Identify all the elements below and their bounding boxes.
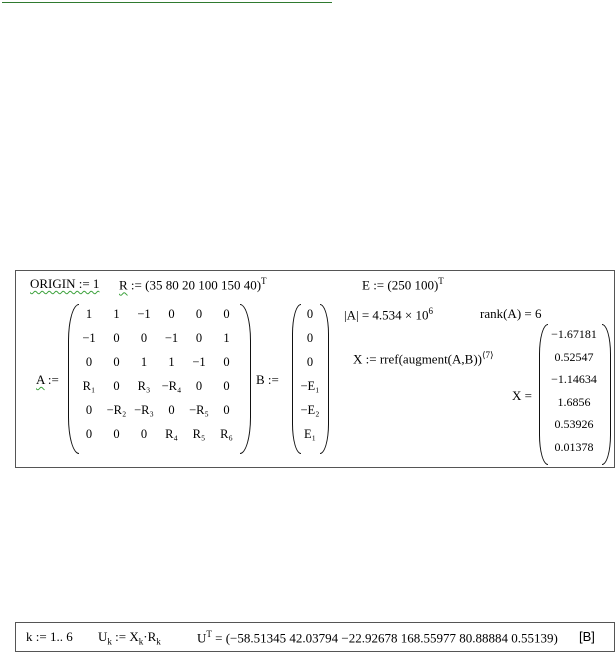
e-transpose: T — [438, 276, 444, 286]
matrix-a-label — [36, 372, 59, 388]
vector-x — [543, 327, 605, 461]
matrix-a-cell: 0 — [195, 379, 203, 393]
u-assign-x: := X — [115, 629, 139, 644]
matrix-a-cell: −R₅ — [189, 403, 209, 417]
r-transpose: T — [261, 276, 267, 286]
ut-symbol: U — [197, 630, 207, 646]
vector-b-cell: 0 — [306, 355, 314, 369]
matrix-a-cell: −R₂ — [106, 403, 127, 417]
matrix-a-cell: R₁ — [82, 379, 96, 393]
vector-x-label: X = — [512, 388, 532, 403]
vector-x-cell: 0.01378 — [554, 439, 594, 454]
matrix-a-cell: 0 — [168, 307, 175, 321]
vector-b-cell: −E₂ — [300, 403, 320, 417]
matrix-a-cell: R₆ — [220, 427, 233, 441]
x-column-index: ⟨7⟩ — [481, 350, 494, 360]
ut-values: = (−58.51345 42.03794 −22.92678 168.55977 80.88884 0.55139) — [215, 630, 558, 646]
determinant-exponent: 6 — [428, 306, 434, 316]
matrix-a-cell: 0 — [168, 403, 175, 417]
worksheet-panel — [15, 270, 615, 468]
vector-x-cell: 0.53926 — [554, 417, 594, 431]
matrix-a-cell: 1 — [168, 355, 175, 369]
matrix-a-cell: 1 — [223, 331, 230, 345]
determinant-text: |A| = 4.534 × 10 — [344, 307, 429, 323]
matrix-a-cell: 0 — [113, 355, 120, 369]
matrix-a-cell: R₄ — [165, 427, 178, 441]
r-label: R — [119, 277, 128, 293]
x-index: k — [138, 636, 144, 647]
vector-b-cell: −E₁ — [300, 379, 320, 393]
k-range: k := 1.. 6 — [26, 629, 73, 644]
vector-b — [293, 307, 327, 451]
vector-x-cell: 0.52547 — [554, 349, 594, 364]
vector-b-cell: E₁ — [304, 427, 316, 441]
u-index: k — [107, 636, 112, 647]
e-vector: E := (250 100) — [362, 277, 439, 293]
ut-transpose: T — [206, 629, 212, 639]
matrix-a-cell: 0 — [85, 355, 93, 369]
result-panel — [15, 622, 615, 652]
determinant — [344, 306, 433, 323]
equation-tag: [B] — [579, 629, 595, 644]
matrix-a-cell: 0 — [223, 403, 230, 417]
matrix-a-cell: 0 — [223, 379, 230, 393]
r-vector: := (35 80 20 100 150 40) — [130, 277, 262, 293]
u-definition — [98, 629, 161, 647]
matrix-a-cell: 0 — [195, 331, 203, 345]
matrix-a-cell: 0 — [113, 427, 120, 441]
matrix-a-cell: 1 — [113, 307, 120, 321]
matrix-a-cell: −1 — [164, 331, 179, 345]
r-index: k — [156, 636, 161, 647]
matrix-a-cell: 0 — [140, 331, 148, 345]
top-rule — [2, 2, 332, 3]
matrix-a-cell: −1 — [192, 355, 206, 369]
u-symbol: U — [98, 629, 108, 644]
matrix-a-cell: −1 — [137, 307, 151, 321]
vector-x-cell: −1.14634 — [551, 372, 597, 386]
origin-definition: ORIGIN := 1 — [30, 276, 100, 291]
x-definition — [353, 350, 494, 367]
x-definition-text: X := rref(augment(A,B)) — [353, 351, 482, 367]
vector-x-cell: 1.6856 — [557, 394, 591, 409]
matrix-a-cell: 0 — [113, 331, 120, 345]
vector-b-cell: 0 — [306, 307, 314, 321]
a-assign: := — [47, 372, 59, 387]
matrix-a-cell: 0 — [195, 307, 203, 321]
matrix-a-cell: −R₄ — [161, 379, 182, 393]
matrix-a-cell: −1 — [82, 331, 96, 345]
r-definition — [119, 276, 267, 293]
matrix-a-cell: R₅ — [192, 427, 206, 441]
matrix-a-cell: 1 — [140, 355, 148, 369]
matrix-a-cell: 0 — [85, 427, 93, 441]
vector-b-cell: 0 — [306, 331, 314, 345]
vector-x-cell: −1.67181 — [551, 327, 597, 341]
a-label: A — [36, 372, 45, 387]
matrix-a-cell: R₃ — [137, 379, 151, 393]
rank: rank(A) = 6 — [480, 306, 542, 321]
matrix-a-cell: 0 — [223, 355, 230, 369]
matrix-a-cell: 1 — [85, 307, 93, 321]
u-transpose-result — [197, 629, 558, 646]
matrix-a-cell: 0 — [140, 427, 148, 441]
matrix-a-cell: 0 — [113, 379, 120, 393]
matrix-a-cell: 0 — [223, 307, 230, 321]
e-definition — [362, 276, 444, 293]
matrix-a-cell: 0 — [85, 403, 93, 417]
matrix-a-cell: −R₃ — [134, 403, 154, 417]
times-r: ·R — [143, 629, 157, 644]
vector-b-label: B := — [256, 372, 279, 387]
matrix-a — [76, 307, 242, 451]
